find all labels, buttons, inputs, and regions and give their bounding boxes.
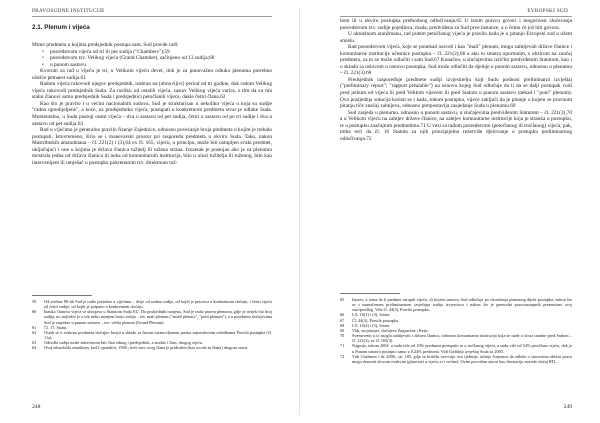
footnote-rule-right <box>340 293 400 294</box>
paragraph: Predsjednik raspoređuje predmete sudiji izvjestitelju koji Sudu podnosi preliminarni izvještaj ("preliminary report"; "rapport préalable") na osnovu kojeg Sud odlučuje da li da se dalji postupak vodi pred jednim od vijeća ili pred Velikim vijećem ili pred Sudom u punom sastavu (nekad i "puni" plenum). Ova posljednja solucija koristi se i kada, tokom postupka, vijeće zaključi da je pitanje o kojem se pravnom pitanju tiče značaj zahtijeva, odnosno pretpostavlja zasjedanje Suda u plenumu.69 <box>340 76 572 110</box>
footnote: 61 Čl. 17, Statut. <box>32 324 68 330</box>
page-number-right: 249 <box>563 404 572 410</box>
list-item: • posredstvom vijeća od tri ili pet sudija ("Chambers");59 <box>50 49 272 56</box>
footnote: 71 Najprije, tokom 2004. u sudu više od 10% predmeta postupalo se u tročlanog vijeća, u sudu više od 54% petočlano vijeće, dok je u Punom sastavu postupio samo u 0,24% predmeta. Vidi Godišnji izvještaj Suda za 2005. <box>340 343 572 354</box>
left-body-text <box>32 42 272 166</box>
footnote: 70 Svenstveno u to mogla zahtijevati i država članica, odnosno komunitarna institucija koja se nađe u ulozi stranke pred Sudom – čl. 221(3), ex čl. 165(3). <box>340 333 572 344</box>
paragraph: bom ili u okviru postupka prethodnog odlučivanja.65 U istom pravcu govori i mogućnost slučevanja posredstvom tzv. sudije pojedinca, mada, predviđena za Sud prve instance, a o čemu će još biti govora. <box>340 18 572 31</box>
footnote: 65 Izuzev, u toma da li predmet ustupiti vijeću, ili kojem sastavu, Sud odlučuje po okončanju pismenog dijela postupka, nakon što se s naznačenom preliminarnom izvještaju sudija izvjestioca i nakon što je generalni pravozastupnik prezentirao svoj stav/predlog. Više čl. 44(3), Pravila postupka. <box>340 297 572 313</box>
section-heading: 2.1. Plenum i vijeća <box>32 24 90 31</box>
footnote: 68 I čl. 16(4) i (5), Statut. <box>340 322 391 328</box>
intro-paragraph: Mimo predmeta u kojima predsjednik postupa sam, Sud pravde radi: <box>32 42 179 48</box>
footnote: 67 Čl. 44(3), Pravila postupka. <box>340 317 399 323</box>
page-number-left: 248 <box>32 404 41 410</box>
right-body-text <box>340 18 572 142</box>
paragraph: Kao što je pravilo i u većini nacionalnih sudova, Sud je strukturisan u nekoliko vijeća u koja su sudije "radno opredijeljene", a koće, uz predsjednika vijeća, postupati u konkretnom predmetu stvar je odluke Suda. Momentalno, u Sudu postoji osam vijeća – dva u sastavu od pet sudija, četiri u sastavu od po tri sudije i dva u sastavu od pet sudija.63 <box>32 100 272 127</box>
right-page <box>300 0 600 423</box>
footnote: 69 Vidi, na primjer, slučajeve Zagnachie i Ketic. <box>340 327 430 333</box>
list-item: • posredstvom tzv. Velikog vijeća (Grand Chamber), sačinjeno od 13 sudija;60 <box>50 55 272 62</box>
footnote-rule-left <box>32 295 92 296</box>
footnote: 62 Ostali se u svakom predmetu slučajno biraju u skladu sa listom ustanovljenom prema mjerodavnim odredbama Pravila postupka (čl. 11a). <box>32 329 272 341</box>
footnote: 60 Inauka članova vijeća se ubrojava u Statutom Suda EU. Do posljednjih izmjena, Sud je radio putem plenuma, gdje je uvijek bio broj sudija, no najčešće je u tek nešto manjem broju sudija – tzv. mali plenum ("small plenary", "petit plenum"), a u posebnim slučajevima Sud je zasjedao u punom sastavu – tzv. veliki plenum (Grand Plenum). <box>32 309 272 325</box>
footnote: 64 Ovaj tehnološki otnaškom, kod Lopandića, 1998.; treći stav ovog člana je pridružen (kao uvoda ni članu) drugom stavu. <box>32 345 249 351</box>
header-rule-left <box>32 16 272 17</box>
header-rule-right <box>340 16 572 17</box>
footnote: 59 Od sredine 80-tih Sud je radio pretežno u vijećima – dvije od sedam sudija, od kojih je petorica u konkretnom slučaju, i četiri vijeća od četiri sudije, od kojih je potpuno u konkretnom slučaju. <box>32 299 272 310</box>
running-head-right: EVROPSKI SUD <box>527 8 568 14</box>
paragraph: Rad u vijećima je generalno pravilo fizenje Zajednice, odnosno povećanje broja predmeta u kojim je trebalo postupati. Istovremeno, širio se i manevarski prostor pri rasporedu predmeta u okviru Suda. Tako, nakon Mastrihtskih amandmana – čl. 221(2) i (3),64 ex čl. 165, vijeću, u principu, može biti ustupljen svaki predmet, uključujući i one u kojima je država članica tužitelj ili tužena strana. Izuzetak je postojao ako je za plenumu mostrala jedna od država članica ili neka od komunitarnih institucija, bilo u ulozi tužitelja ili tuženog, bilo kao intervenijent ili umješač u postupku pokrenutom tzv. direktnom tuž- <box>32 127 272 166</box>
paragraph: Rad posredstvom vijeća, koje se ponekad navodi i kao "mali" plenum, mogu zahtijevati države članice i komunitarne institucije učesnice postupka – čl. 221(2),66 a ako to smatra oportunim, s obzirom na značaj predmeta, za to se može odlučiti i sam Sud.67 Konačno, u slučajevima izričito predviđenim Statutom, kao i u skladu sa uslovom u osnovu postupka, Sud može odlučiti da djeluje u punom sastavu, odnosno u plenumu – čl. 221(3).68 <box>340 44 572 77</box>
footnote: 72 Vidi Chalmers i dr. 2006., str. 105, gdje se kritički osvrćuju ovo rješenje, tačnije činjenicu da odluke o stavovima oblasti prava mogu donositi slovom ovakvim (glasovati u vijeću a ti većine). Ovim povodom autori kao ilustraciju navode slučaj RTL. <box>340 353 572 364</box>
chamber-list <box>32 49 272 69</box>
footnotes-left <box>32 299 272 351</box>
paragraph: U aktuelnom aranžmanu, rad putem petočlanog vijeća je pravilo kada je u pitanju Evropski sud u užem smislu. <box>340 31 572 44</box>
running-head-left: PRAVOSUDNE INSTITUCIJE <box>32 8 105 14</box>
paragraph: Sud zasjeda u plenumu, odnosno u punom sastavu, u slučajevima predviđenim Statutom – čl. 221(3),70 a u Velikom vijeću na zahtjev države članice, na zahtjev komunitarne institucije koja je stranka u postupku, te u postupku značajnim predmetima.71 U vezi sa radom posredstvom (petočlanog ili tročlanog) vijeća, pak, treba reći da čl. 16 Statuta za njih principijelno rezerviše djelovanje u postupku preliminarnog odlučivanja.72 <box>340 109 572 142</box>
footnote: 63 Odredbi sudija može intervenom biti član odnog i predsjednik, a studito i član, drugog vijeća. <box>32 340 203 346</box>
paragraph: Kvorum za rad u vijeću je tri, u Velikom vijeću devet, dok je za punovažnu odluku plenuma potrebno učešće petnaest sudija.61 <box>32 68 272 81</box>
list-item: • u punom sastavu. <box>50 62 272 69</box>
footnote: 66 I čl. 16(1) i (3), Statut. <box>340 312 391 318</box>
footnotes-right <box>340 297 572 364</box>
paragraph: Radom vijeća rukovodi njegov predsjednik, izabran na (obnovljivi) period od tri godine, dok radom Velikog vijeća rukovodi predsjednik Suda. Za razliku od ostalih vijeća, sastav Velikog vijeća varira, s tim da su mu stalni članovi samo predsjednik Suda i predsjednici petočlanih vijeća, dakle četiri člana.62 <box>32 81 272 101</box>
